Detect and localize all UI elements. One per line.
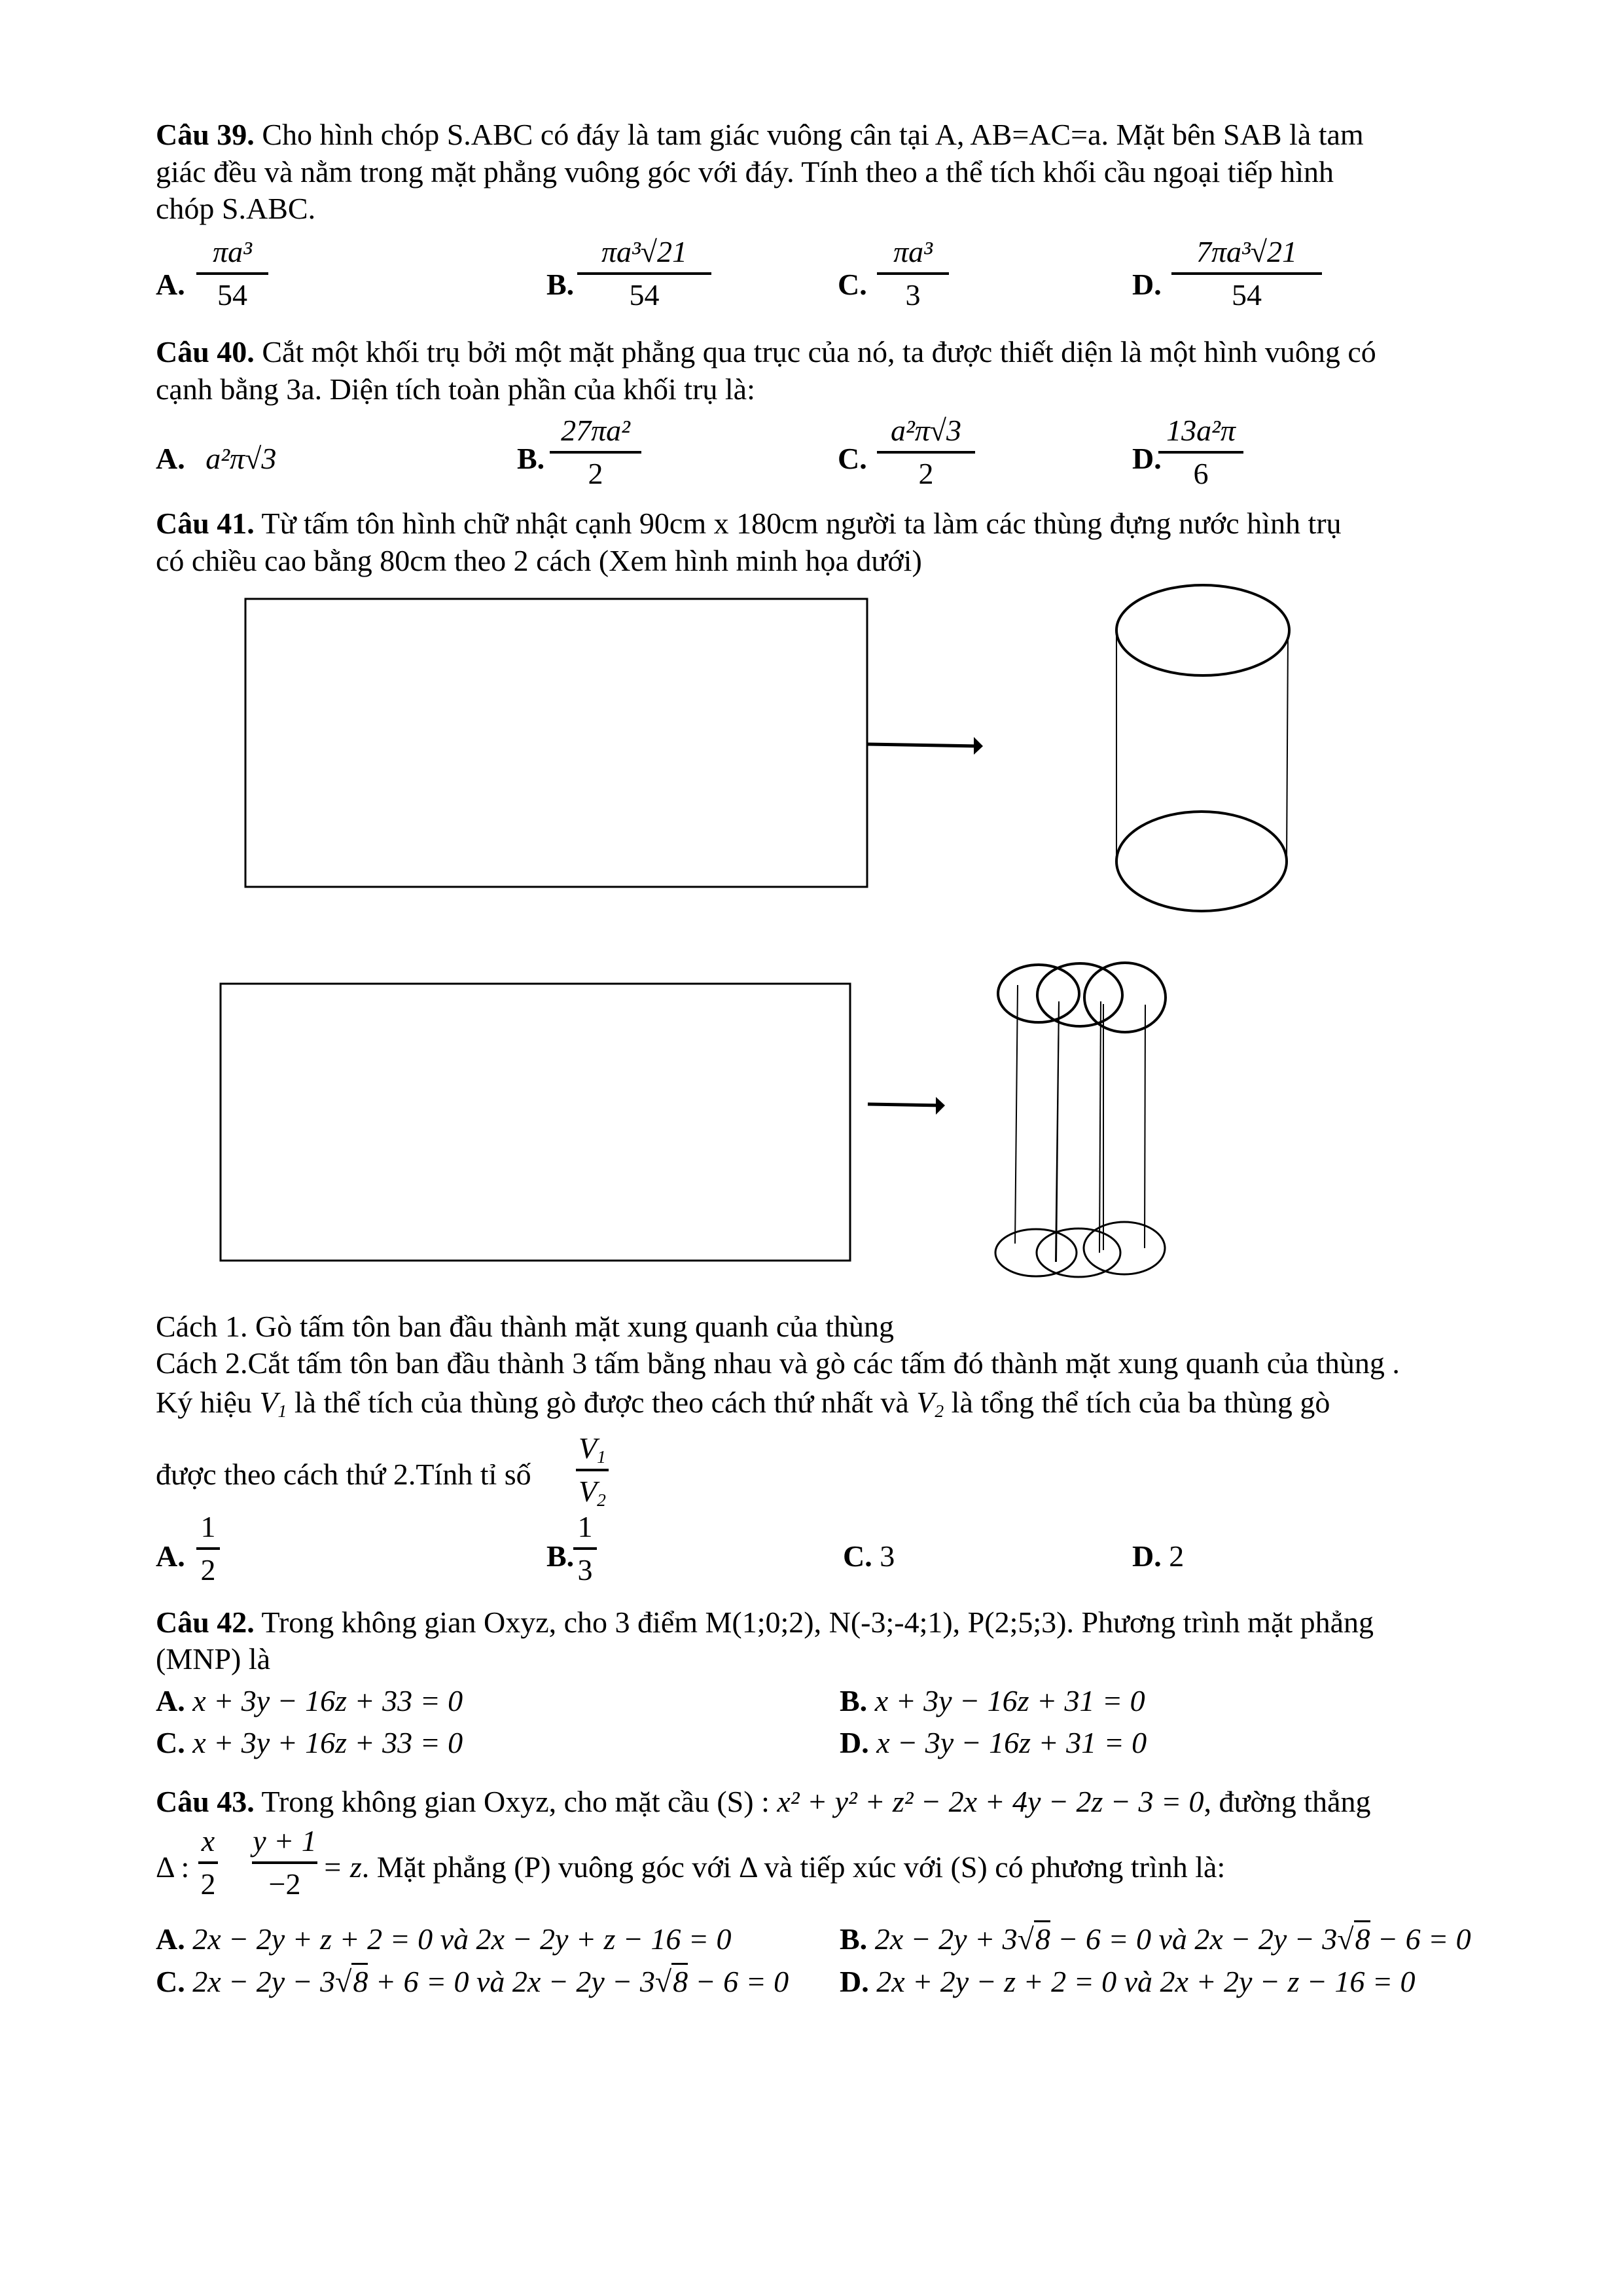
- q43-option-c[interactable]: C. 2x − 2y − 3√8 + 6 = 0 và 2x − 2y − 3√8 − 6 = 0: [156, 1967, 789, 1997]
- q40-label: Câu 40.: [156, 335, 255, 368]
- q42-text-1: Trong không gian Oxyz, cho 3 điểm M(1;0;2), N(-3;-4;1), P(2;5;3). Phương trình mặt phẳng: [261, 1605, 1374, 1639]
- figure1-arrow-icon: [867, 737, 983, 755]
- q41-text-1: Từ tấm tôn hình chữ nhật cạnh 90cm x 180cm người ta làm các thùng đựng nước hình trụ: [261, 507, 1342, 540]
- q40-option-c-fraction: a²π√3 2: [877, 416, 975, 489]
- q39-option-b-fraction: πa³√21 54: [577, 237, 711, 310]
- q41-option-d[interactable]: D. 2: [1132, 1539, 1185, 1573]
- q39-option-c-fraction: πa³ 3: [877, 237, 949, 310]
- q41-option-c[interactable]: C. 3: [843, 1539, 895, 1573]
- q39-line3: chóp S.ABC.: [156, 192, 316, 225]
- q41-option-b[interactable]: B.: [546, 1539, 575, 1573]
- figure1-cylinder: [1116, 585, 1289, 911]
- sphere-equation: x² + y² + z² − 2x + 4y − 2z − 3 = 0: [777, 1785, 1204, 1818]
- q41-line2: có chiều cao bằng 80cm theo 2 cách (Xem hình minh họa dưới): [156, 544, 922, 577]
- q43-option-d[interactable]: D. 2x + 2y − z + 2 = 0 và 2x + 2y − z − 16 = 0: [840, 1965, 1416, 1998]
- q42-option-a[interactable]: A. x + 3y − 16z + 33 = 0: [156, 1684, 463, 1717]
- q39-option-a[interactable]: A.: [156, 268, 185, 301]
- q40-option-d[interactable]: D.: [1132, 442, 1162, 475]
- q39-line2: giác đều và nằm trong mặt phẳng vuông góc với đáy. Tính theo a thể tích khối cầu ngoại tiếp hình: [156, 155, 1334, 188]
- q40-option-b[interactable]: B.: [517, 442, 545, 475]
- q42-option-c[interactable]: C. x + 3y + 16z + 33 = 0: [156, 1726, 463, 1759]
- q41-ratio-fraction: $V_1$ $V_2$: [576, 1433, 609, 1507]
- q41-method1: Cách 1. Gò tấm tôn ban đầu thành mặt xung quanh của thùng: [156, 1310, 895, 1343]
- q43-line-fraction-2: y + 1 −2: [253, 1824, 317, 1901]
- q42-line1: [156, 1607, 1374, 1638]
- figure2-arrow-icon: [868, 1097, 945, 1115]
- q43-line2: Δ : = z. Mặt phẳng (P) vuông góc với Δ và tiếp xúc với (S) có phương trình là:: [156, 1850, 1226, 1884]
- q42-option-d[interactable]: D. x − 3y − 16z + 31 = 0: [840, 1726, 1147, 1759]
- q40-option-a[interactable]: A. a²π√3: [156, 442, 277, 475]
- q40-text-1: Cắt một khối trụ bởi một mặt phẳng qua trục của nó, ta được thiết diện là một hình vuông có: [262, 335, 1376, 368]
- q42-option-b[interactable]: B. x + 3y − 16z + 31 = 0: [840, 1684, 1145, 1717]
- q39-text-1: Cho hình chóp S.ABC có đáy là tam giác vuông cân tại A, AB=AC=a. Mặt bên SAB là tam: [262, 118, 1364, 151]
- q43-label: Câu 43.: [156, 1785, 255, 1818]
- q40-option-c[interactable]: C.: [838, 442, 867, 475]
- figure2-rectangle: [221, 984, 850, 1261]
- q41-option-a[interactable]: A.: [156, 1539, 185, 1573]
- q40-option-b-fraction: 27πa² 2: [550, 416, 641, 489]
- q41-label: Câu 41.: [156, 507, 255, 540]
- q41-ratio-line: được theo cách thứ 2.Tính tỉ số: [156, 1458, 531, 1491]
- figure1-rectangle: [245, 599, 867, 887]
- q40-option-d-fraction: 13a²π 6: [1158, 416, 1243, 489]
- q43-line-fraction-1: x 2: [198, 1826, 218, 1899]
- q39-option-d-fraction: 7πa³√21 54: [1171, 237, 1322, 310]
- q41-option-a-fraction: 1 2: [196, 1512, 220, 1585]
- q43-line1: Câu 43. Trong không gian Oxyz, cho mặt cầu (S) : x² + y² + z² − 2x + 4y − 2z − 3 = 0, đường thẳng: [156, 1785, 1371, 1818]
- q40-line2: cạnh bằng 3a. Diện tích toàn phần của khối trụ là:: [156, 372, 755, 406]
- q43-option-a[interactable]: A. 2x − 2y + z + 2 = 0 và 2x − 2y + z − 16 = 0: [156, 1922, 732, 1956]
- q39-option-b[interactable]: B.: [546, 268, 575, 301]
- q39-option-a-fraction: πa³ 54: [196, 237, 268, 310]
- q43-option-b[interactable]: B. 2x − 2y + 3√8 − 6 = 0 và 2x − 2y − 3√8 − 6 = 0: [840, 1924, 1471, 1954]
- q39-option-d[interactable]: D.: [1132, 268, 1162, 301]
- q42-label: Câu 42.: [156, 1605, 255, 1639]
- q39-option-c[interactable]: C.: [838, 268, 867, 301]
- q41-option-b-fraction: 1 3: [573, 1512, 597, 1585]
- q42-line2: (MNP) là: [156, 1642, 271, 1676]
- q41-symbols-line: Ký hiệu $V_1$ là thể tích của thùng gò được theo cách thứ nhất và $V_2$ là tổng thể tích của ba thùng gò: [156, 1386, 1330, 1421]
- figure2-cylinder-3: [1084, 963, 1166, 1274]
- q39-label: Câu 39.: [156, 118, 255, 151]
- q41-method2: Cách 2.Cắt tấm tôn ban đầu thành 3 tấm bằng nhau và gò các tấm đó thành mặt xung quanh của thùng .: [156, 1346, 1400, 1380]
